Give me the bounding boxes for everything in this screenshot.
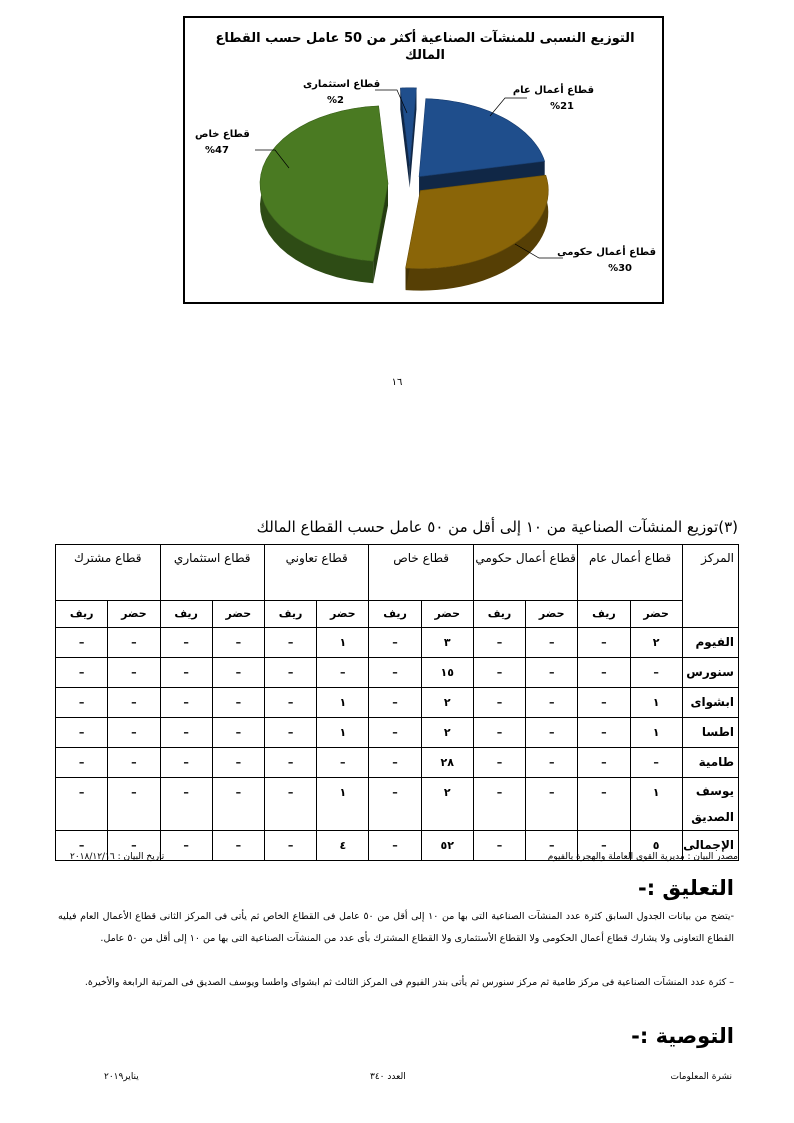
table-row: [56, 748, 739, 778]
table-cell: ١٥: [421, 658, 473, 688]
label-public-business: قطاع أعمال عام: [512, 85, 594, 96]
table-cell: –: [317, 748, 369, 778]
row-center-name: يوسف الصديق: [682, 778, 738, 831]
table-cell: –: [108, 628, 160, 658]
sub-header-8: ريف: [264, 601, 316, 628]
table-cell: –: [160, 831, 212, 861]
header-group-3: قطاع خاص: [369, 545, 473, 601]
value-investment: %2: [327, 95, 344, 106]
table-cell: –: [264, 778, 316, 831]
table-cell: –: [526, 831, 578, 861]
table-row: [56, 688, 739, 718]
table-row: [56, 658, 739, 688]
table-cell: –: [630, 658, 682, 688]
sub-header-12: ريف: [56, 601, 108, 628]
row-center-name: ابشواى: [682, 688, 738, 718]
sub-header-9: حضر: [212, 601, 264, 628]
row-center-name: الفيوم: [682, 628, 738, 658]
table-title: (٣)توزيع المنشآت الصناعية من ١٠ إلى أقل من ٥٠ عامل حسب القطاع المالك: [256, 518, 738, 536]
header-center: المركز: [682, 545, 738, 628]
table-cell: ١: [317, 688, 369, 718]
footer-bulletin: نشرة المعلومات: [670, 1072, 732, 1082]
table-cell: –: [473, 658, 525, 688]
table-cell: –: [212, 748, 264, 778]
table-cell: –: [473, 778, 525, 831]
table-cell: –: [108, 831, 160, 861]
table-cell: ٢: [421, 688, 473, 718]
table-cell: ١: [317, 718, 369, 748]
sub-header-7: حضر: [317, 601, 369, 628]
header-group-5: قطاع استثماري: [160, 545, 264, 601]
data-source: مصدر البيان : مديرية القوى العاملة والهجرة بالفيوم: [547, 852, 738, 862]
table-cell: –: [473, 718, 525, 748]
sub-header-10: ريف: [160, 601, 212, 628]
table-cell: ٢: [421, 778, 473, 831]
chart-title-line2: المالك: [405, 48, 445, 63]
label-gov-business: قطاع أعمال حكومى: [557, 247, 656, 258]
table-cell: –: [578, 688, 630, 718]
comment-paragraph-2: – كثرة عدد المنشآت الصناعية فى مركز طامية ثم مركز سنورس ثم يأتى بندر الفيوم فى المركز الثالث ثم ابشواى واطسا ويوسف الصديق فى المرتبة الرابعة والأخيرة.: [84, 977, 734, 988]
pie-slice-3: [260, 106, 388, 283]
table-cell: –: [160, 658, 212, 688]
table-cell: –: [578, 718, 630, 748]
footer-date: يناير٢٠١٩: [104, 1072, 139, 1082]
table-cell: –: [578, 628, 630, 658]
table-cell: –: [108, 748, 160, 778]
table-cell: –: [630, 748, 682, 778]
label-investment: قطاع استثمارى: [303, 79, 381, 90]
comment-heading: التعليق :-: [637, 876, 734, 900]
table-cell: –: [369, 718, 421, 748]
table-cell: –: [526, 748, 578, 778]
data-table: [55, 544, 739, 861]
header-group-1: قطاع أعمال عام: [578, 545, 682, 601]
table-cell: –: [212, 778, 264, 831]
table-cell: –: [578, 748, 630, 778]
table-cell: –: [578, 831, 630, 861]
table-cell: –: [473, 831, 525, 861]
row-center-name: طامية: [682, 748, 738, 778]
table-cell: –: [369, 831, 421, 861]
header-group-2: قطاع أعمال حكومي: [473, 545, 577, 601]
table-cell: –: [369, 628, 421, 658]
row-center-name: سنورس: [682, 658, 738, 688]
table-cell: –: [56, 628, 108, 658]
table-cell: ٣: [421, 628, 473, 658]
table-cell: –: [369, 658, 421, 688]
table-cell: –: [56, 718, 108, 748]
table-cell: –: [369, 778, 421, 831]
sub-header-1: حضر: [630, 601, 682, 628]
table-cell: –: [526, 658, 578, 688]
table-cell: –: [160, 748, 212, 778]
table-cell: –: [56, 831, 108, 861]
table-cell: –: [108, 778, 160, 831]
table-cell: –: [526, 688, 578, 718]
pie-slice-2: [406, 175, 549, 290]
table-cell: –: [473, 748, 525, 778]
table-cell: –: [212, 831, 264, 861]
table-cell: ١: [317, 778, 369, 831]
table-cell: –: [212, 688, 264, 718]
table-cell: ٤: [317, 831, 369, 861]
table-cell: –: [160, 778, 212, 831]
comment-paragraph-1: -يتضح من بيانات الجدول السابق كثرة عدد المنشآت الصناعية التى بها من ١٠ إلى أقل من ٥٠ عامل فى القطاع الخاص ثم يأتى فى المركز الثانى قطاع الأعمال العام فيليه القطاع التعاونى ولا يشارك قطاع أعمال الحكومى ولا القطاع الأستثمارى ولا القطاع المشترك بأى عدد من المنشآت الصناعية التى بها من ١٠ إلى أقل من ٥٠ عامل.: [58, 911, 734, 944]
table-cell: –: [264, 718, 316, 748]
table-cell: –: [160, 688, 212, 718]
table-cell: ٥٢: [421, 831, 473, 861]
table-cell: ١: [630, 688, 682, 718]
table-cell: –: [526, 718, 578, 748]
recommendation-heading: التوصية :-: [631, 1024, 734, 1048]
table-cell: –: [160, 718, 212, 748]
sub-header-11: حضر: [108, 601, 160, 628]
table-cell: –: [473, 628, 525, 658]
table-cell: –: [264, 748, 316, 778]
table-cell: –: [526, 628, 578, 658]
data-date: تاريخ البيان : ٢٠١٨/١٢/١٦: [70, 852, 165, 862]
table-cell: –: [108, 688, 160, 718]
table-cell: –: [578, 658, 630, 688]
table-cell: –: [56, 658, 108, 688]
table-row: [56, 718, 739, 748]
table-row: [56, 778, 739, 831]
header-group-4: قطاع تعاوني: [264, 545, 368, 601]
table-cell: ١: [317, 628, 369, 658]
table-cell: –: [578, 778, 630, 831]
table-cell: ٢: [630, 628, 682, 658]
row-center-name: الإجمالى: [682, 831, 738, 861]
sub-header-4: ريف: [473, 601, 525, 628]
table-cell: –: [264, 831, 316, 861]
table-cell: –: [108, 658, 160, 688]
value-gov-business: %30: [608, 263, 632, 274]
label-private: قطاع خاص: [195, 129, 250, 140]
header-group-6: قطاع مشترك: [56, 545, 161, 601]
table-row: [56, 628, 739, 658]
value-private: %47: [205, 145, 229, 156]
table-cell: –: [212, 658, 264, 688]
table-cell: –: [56, 778, 108, 831]
sub-header-2: ريف: [578, 601, 630, 628]
table-cell: ١: [630, 718, 682, 748]
table-cell: –: [369, 748, 421, 778]
table-cell: –: [526, 778, 578, 831]
sub-header-5: حضر: [421, 601, 473, 628]
table-cell: –: [264, 658, 316, 688]
leader-line-1: [490, 98, 527, 116]
table-cell: –: [56, 748, 108, 778]
table-cell: –: [212, 718, 264, 748]
sub-header-3: حضر: [526, 601, 578, 628]
table-cell: –: [264, 688, 316, 718]
table-cell: –: [473, 688, 525, 718]
table-cell: –: [160, 628, 212, 658]
sub-header-6: ريف: [369, 601, 421, 628]
table-cell: –: [264, 628, 316, 658]
table-cell: –: [369, 688, 421, 718]
chart-title-line1: التوزيع النسبى للمنشآت الصناعية أكثر من 50 عامل حسب القطاع: [215, 31, 635, 46]
value-public-business: %21: [550, 101, 574, 112]
table-cell: ٢٨: [421, 748, 473, 778]
table-cell: –: [108, 718, 160, 748]
page-number: ١٦: [391, 377, 403, 388]
row-center-name: اطسا: [682, 718, 738, 748]
pie-chart-frame: [183, 16, 664, 304]
table-cell: ٥: [630, 831, 682, 861]
table-cell: –: [212, 628, 264, 658]
table-cell: ٢: [421, 718, 473, 748]
table-cell: ١: [630, 778, 682, 831]
footer-issue: العدد ٣٤٠: [370, 1072, 406, 1082]
table-cell: –: [317, 658, 369, 688]
table-cell: –: [56, 688, 108, 718]
